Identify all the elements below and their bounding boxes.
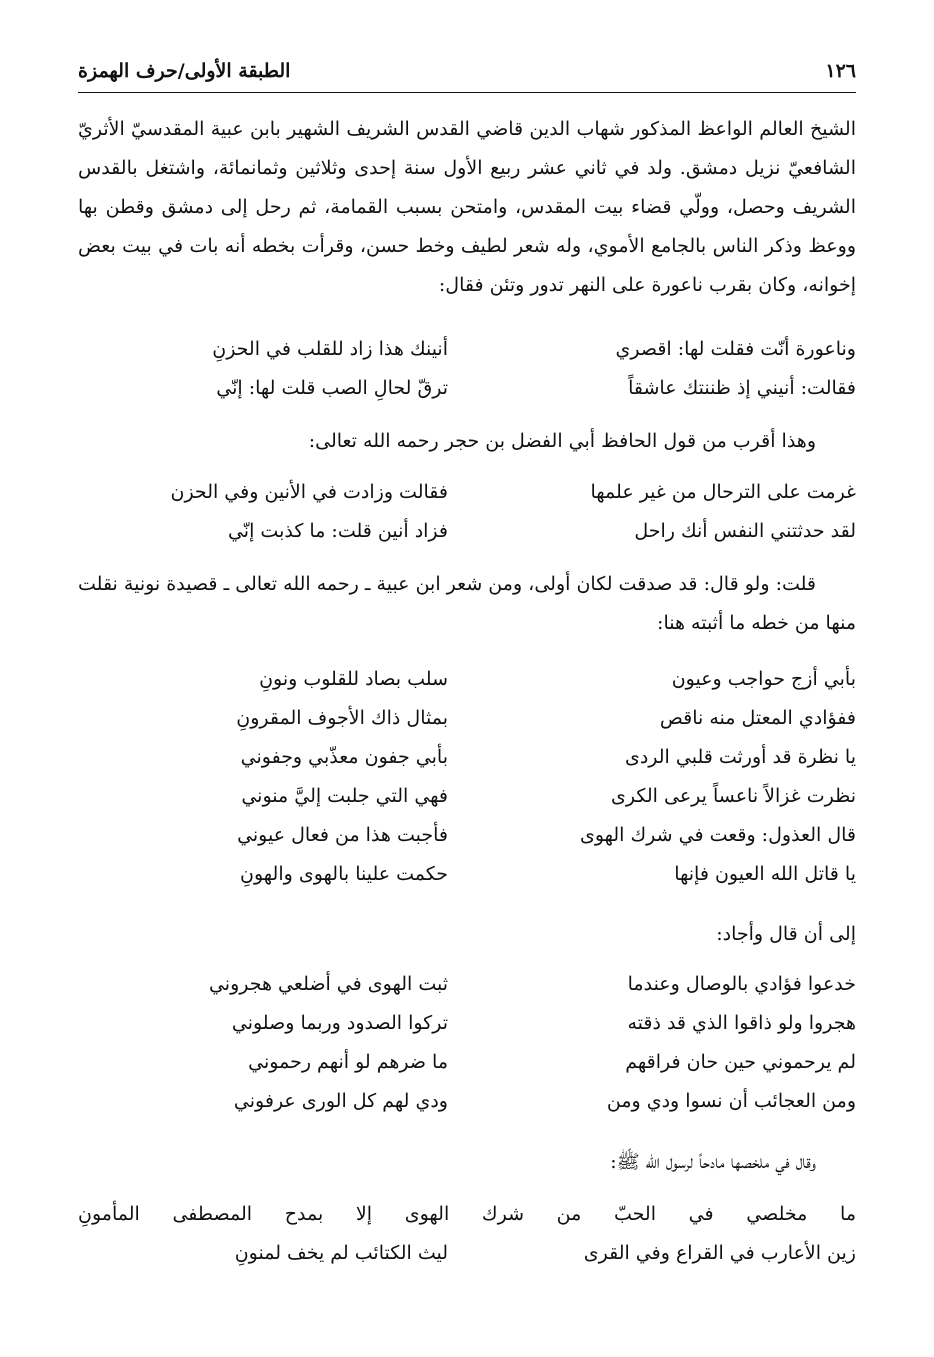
verse-line [78, 330, 856, 369]
verse-left-hemistich: سلب بصاد للقلوب ونونِ [259, 668, 448, 690]
verse-left-hemistich: بمثال ذاك الأجوف المقرونِ [236, 707, 448, 729]
running-title: الطبقة الأولى/حرف الهمزة [78, 60, 291, 82]
verse-right-hemistich: لم يرحموني حين حان فراقهم [625, 1051, 856, 1073]
header-divider [78, 92, 856, 93]
verse-left-hemistich: ثبت الهوى في أضلعي هجروني [208, 973, 448, 995]
verse-right-hemistich: وناعورة أنّت فقلت لها: اقصري [615, 338, 856, 360]
verse-line [78, 1004, 856, 1043]
transition-2: إلى أن قال وأجاد: [716, 923, 856, 945]
verse-left-hemistich: فأجبت هذا من فعال عيوني [237, 824, 448, 846]
transition-1: وهذا أقرب من قول الحافظ أبي الفضل بن حجر رحمه الله تعالى: [308, 430, 816, 452]
verse-right-hemistich: نظرت غزالاً ناعساً يرعى الكرى [611, 785, 856, 807]
verse-line [78, 369, 856, 408]
verse-right-hemistich: يا نظرة قد أورثت قلبي الردى [624, 746, 856, 768]
verse-left-hemistich: ترقّ لحالِ الصب قلت لها: إنّي [216, 377, 448, 399]
verse-left-hemistich: ودي لهم كل الورى عرفوني [233, 1090, 448, 1112]
commentary-text: قلت: ولو قال: قد صدقت لكان أولى، ومن شعر ابن عبية ـ رحمه الله تعالى ـ قصيدة نونية نقلت منها من خطه ما أثبته هنا: [78, 573, 856, 634]
verse-right-hemistich: هجروا ولو ذاقوا الذي قد ذقته [627, 1012, 856, 1034]
poem-2 [78, 473, 856, 551]
poem-1 [78, 330, 856, 408]
verse-line [78, 816, 856, 855]
verse-left-hemistich: ما ضرهم لو أنهم رحموني [248, 1051, 448, 1073]
poem-5-full-line: ما مخلصي في الحبّ من شرك الهوى إلا بمدح المصطفى المأمونِ [78, 1203, 856, 1225]
page-number: ١٢٦ [825, 60, 856, 82]
verse-right-hemistich: زين الأعارب في القراع وفي القرى [583, 1242, 856, 1264]
poem-3 [78, 660, 856, 894]
verse-left-hemistich: ليث الكتائب لم يخف لمنونِ [234, 1242, 448, 1264]
verse-right-hemistich: ففؤادي المعتل منه ناقص [659, 707, 856, 729]
verse-line [78, 738, 856, 777]
verse-line [78, 1082, 856, 1121]
intro-text: الشيخ العالم الواعظ المذكور شهاب الدين قاضي القدس الشريف الشهير بابن عبية المقدسيّ الأثريّ الشافعيّ نزيل دمشق. ولد في ثاني عشر ربيع الأول سنة إحدى وثلاثين وثمانمائة، واشتغل بالقدس الشريف وحصل، وولّي قضاء بيت المقدس، وامتحن بسبب القمامة، ثم رحل إلى دمشق وقطن بها ووعظ وذكر الناس بالجامع الأموي، وله شعر لطيف وخط حسن، وقرأت بخطه أنه بات في بيت بعض إخوانه، وكان بقرب ناعورة على النهر تدور وتئن فقال: [78, 118, 856, 296]
verse-line [78, 699, 856, 738]
verse-right-hemistich: خدعوا فؤادي بالوصال وعندما [627, 973, 856, 995]
verse-left-hemistich: فزاد أنين قلت: ما كذبت إنّي [227, 520, 448, 542]
verse-right-hemistich: بأبي أزج حواجب وعيون [671, 668, 856, 690]
verse-left-hemistich: فهي التي جلبت إليَّ منوني [241, 785, 448, 807]
poem-4 [78, 965, 856, 1121]
verse-line [78, 965, 856, 1004]
verse-line [78, 660, 856, 699]
page-header [78, 56, 856, 86]
poem-5 [78, 1234, 856, 1273]
verse-right-hemistich: ومن العجائب أن نسوا ودي ومن [606, 1090, 856, 1112]
verse-line [78, 1234, 856, 1273]
verse-left-hemistich: تركوا الصدود وربما وصلوني [231, 1012, 448, 1034]
verse-left-hemistich: حكمت علينا بالهوى والهونِ [240, 863, 448, 885]
verse-right-hemistich: غرمت على الترحال من غير علمها [590, 481, 856, 503]
verse-right-hemistich: لقد حدثتني النفس أنك راحل [634, 520, 856, 542]
verse-left-hemistich: فقالت وزادت في الأنين وفي الحزن [170, 481, 448, 503]
verse-left-hemistich: أنينك هذا زاد للقلب في الحزنِ [212, 338, 448, 360]
verse-right-hemistich: قال العذول: وقعت في شرك الهوى [579, 824, 856, 846]
verse-line [78, 777, 856, 816]
verse-line [78, 855, 856, 894]
verse-line [78, 512, 856, 551]
transition-3: وقال في ملخصها مادحاً لرسول الله ﷺ: [610, 1151, 816, 1173]
verse-left-hemistich: بأبي جفون معذّبي وجفوني [240, 746, 448, 768]
verse-line [78, 1043, 856, 1082]
intro-paragraph [78, 110, 856, 305]
verse-right-hemistich: فقالت: أنيني إذ ظننتك عاشقاً [628, 377, 856, 399]
commentary-paragraph [78, 565, 856, 643]
verse-right-hemistich: يا قاتل الله العيون فإنها [674, 863, 856, 885]
verse-line [78, 473, 856, 512]
